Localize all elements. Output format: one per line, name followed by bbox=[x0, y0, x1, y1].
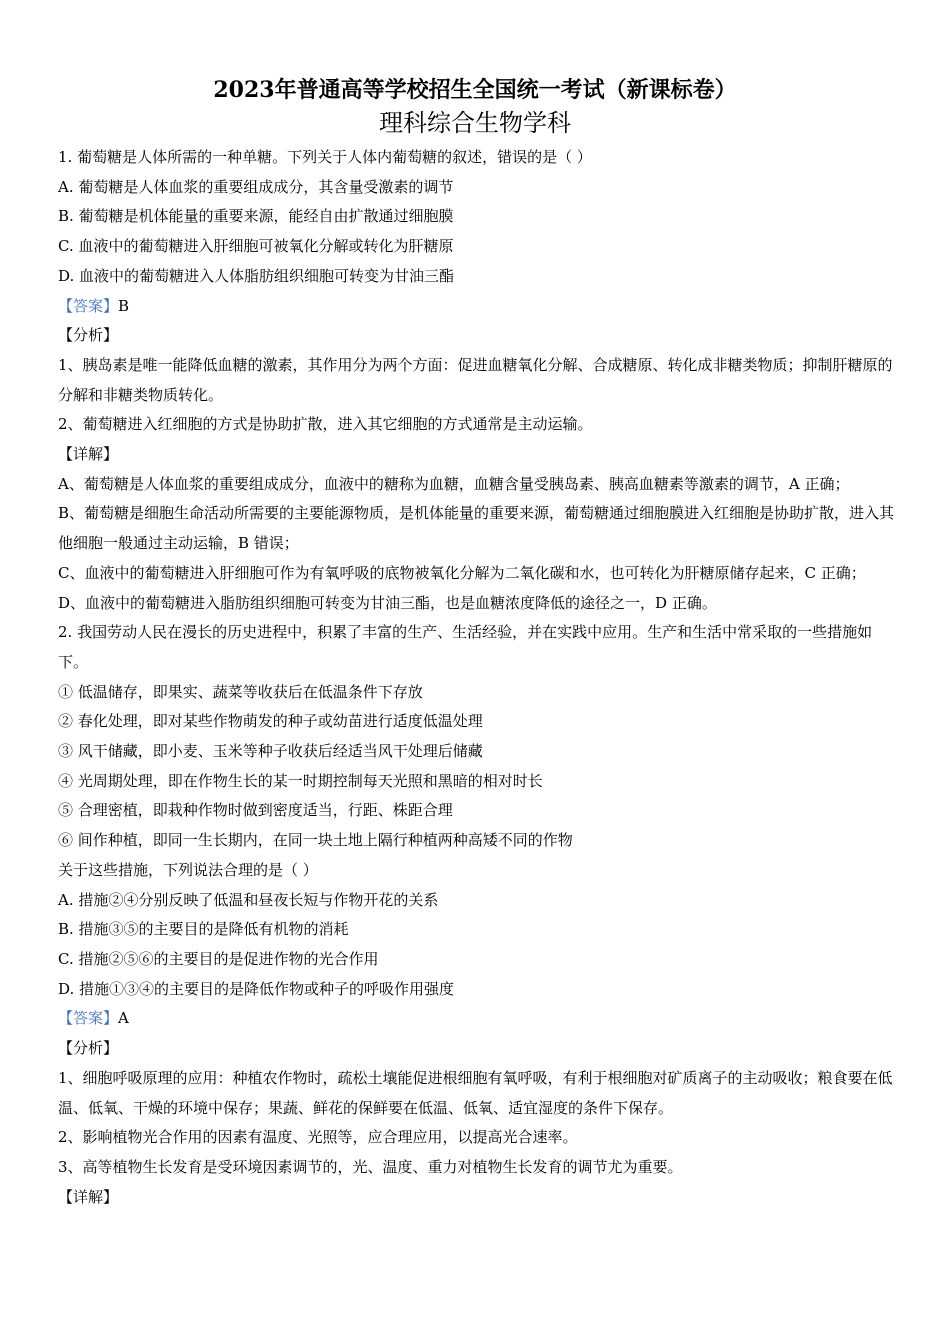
q2-answer-value: A bbox=[118, 1009, 129, 1028]
q2-analysis-1: 1、细胞呼吸原理的应用：种植农作物时，疏松土壤能促进根细胞有氧呼吸，有利于根细胞对矿质离子的主动吸收；粮食要在低温、低氧、干燥的环境中保存；果蔬、鲜花的保鲜要在低温、低氧、适宜湿度的条件下保存。 bbox=[58, 1068, 893, 1117]
q1-answer bbox=[58, 292, 898, 322]
exam-title: 2023年普通高等学校招生全国统一考试（新课标卷） bbox=[213, 77, 737, 103]
q2-answer bbox=[58, 1004, 898, 1034]
q2-analysis-2: 2、影响植物光合作用的因素有温度、光照等，应合理应用，以提高光合速率。 bbox=[58, 1128, 578, 1147]
q1-option-b: B. 葡萄糖是机体能量的重要来源，能经自由扩散通过细胞膜 bbox=[58, 207, 454, 226]
q1-option-a: A. 葡萄糖是人体血浆的重要组成成分，其含量受激素的调节 bbox=[58, 177, 454, 196]
q1-detail-tag: 【详解】 bbox=[58, 445, 119, 464]
q2-measure-3: ③ 风干储藏，即小麦、玉米等种子收获后经适当风干处理后储藏 bbox=[58, 742, 483, 761]
q2-analysis-tag: 【分析】 bbox=[58, 1039, 119, 1058]
q1-option-d: D. 血液中的葡萄糖进入人体脂肪组织细胞可转变为甘油三酯 bbox=[58, 266, 455, 285]
q1-detail-b: B、葡萄糖是细胞生命活动所需要的主要能源物质，是机体能量的重要来源，葡萄糖通过细胞膜进入红细胞是协助扩散，进入其他细胞一般通过主动运输，B 错误； bbox=[58, 504, 895, 553]
q1-detail-c: C、血液中的葡萄糖进入肝细胞可作为有氧呼吸的底物被氧化分解为二氧化碳和水，也可转化为肝糖原储存起来，C 正确； bbox=[58, 563, 866, 582]
q2-measure-6: ⑥ 间作种植，即同一生长期内，在同一块土地上隔行种植两种高矮不同的作物 bbox=[58, 831, 573, 850]
q2-measure-5: ⑤ 合理密植，即栽种作物时做到密度适当，行距、株距合理 bbox=[58, 801, 453, 820]
q2-analysis-3: 3、高等植物生长发育是受环境因素调节的，光、温度、重力对植物生长发育的调节尤为重要。 bbox=[58, 1157, 683, 1176]
q2-detail-tag: 【详解】 bbox=[58, 1187, 119, 1206]
q2-measure-1: ① 低温储存，即果实、蔬菜等收获后在低温条件下存放 bbox=[58, 682, 423, 701]
q2-option-a: A. 措施②④分别反映了低温和昼夜长短与作物开花的关系 bbox=[58, 890, 439, 909]
q2-measure-2: ② 春化处理，即对某些作物萌发的种子或幼苗进行适度低温处理 bbox=[58, 712, 483, 731]
q1-detail-a: A、葡萄糖是人体血浆的重要组成成分，血液中的糖称为血糖，血糖含量受胰岛素、胰高血糖素等激素的调节，A 正确； bbox=[58, 474, 850, 493]
answer-tag: 【答案】 bbox=[58, 296, 119, 315]
q2-option-b: B. 措施③⑤的主要目的是降低有机物的消耗 bbox=[58, 920, 349, 939]
q1-option-c: C. 血液中的葡萄糖进入肝细胞可被氧化分解或转化为肝糖原 bbox=[58, 237, 454, 256]
q2-measure-4: ④ 光周期处理，即在作物生长的某一时期控制每天光照和黑暗的相对时长 bbox=[58, 771, 543, 790]
document-body bbox=[58, 143, 898, 1212]
q1-analysis-2: 2、葡萄糖进入红细胞的方式是协助扩散，进入其它细胞的方式通常是主动运输。 bbox=[58, 415, 593, 434]
q1-detail-d: D、血液中的葡萄糖进入脂肪组织细胞可转变为甘油三酯，也是血糖浓度降低的途径之一，D 正确。 bbox=[58, 593, 717, 612]
exam-subtitle: 理科综合生物学科 bbox=[379, 109, 571, 137]
q2-stem: 2. 我国劳动人民在漫长的历史进程中，积累了丰富的生产、生活经验，并在实践中应用。生产和生活中常采取的一些措施如下。 bbox=[58, 623, 873, 671]
answer-tag: 【答案】 bbox=[58, 1009, 119, 1028]
q1-analysis-1: 1、胰岛素是唯一能降低血糖的激素，其作用分为两个方面：促进血糖氧化分解、合成糖原、转化成非糖类物质；抑制肝糖原的分解和非糖类物质转化。 bbox=[58, 355, 893, 404]
q1-answer-value: B bbox=[118, 296, 130, 315]
q2-option-c: C. 措施②⑤⑥的主要目的是促进作物的光合作用 bbox=[58, 949, 379, 968]
q1-stem: 1. 葡萄糖是人体所需的一种单糖。下列关于人体内葡萄糖的叙述，错误的是（ ） bbox=[58, 148, 592, 166]
q1-analysis-tag: 【分析】 bbox=[58, 326, 119, 345]
q2-option-d: D. 措施①③④的主要目的是降低作物或种子的呼吸作用强度 bbox=[58, 979, 455, 998]
q2-question: 关于这些措施，下列说法合理的是（ ） bbox=[58, 860, 318, 879]
